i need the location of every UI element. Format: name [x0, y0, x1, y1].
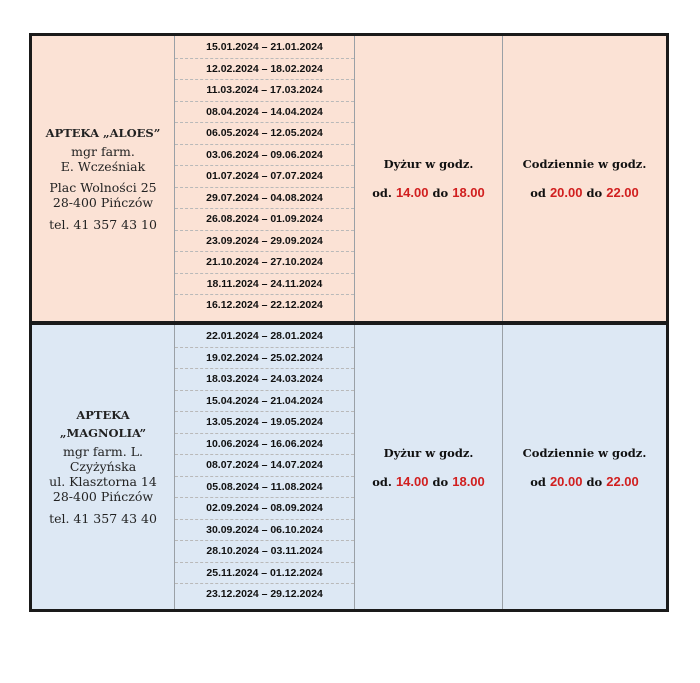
duty-date-range: 29.07.2024 – 04.08.2024: [175, 188, 354, 210]
daily-hours-range: [530, 185, 639, 200]
duty-date-range: 08.04.2024 – 14.04.2024: [175, 102, 354, 124]
pharmacy-info-cell: [32, 325, 175, 609]
daily-hours-cell: [503, 36, 666, 321]
duty-date-range: 03.06.2024 – 09.06.2024: [175, 145, 354, 167]
duty-date-range: 23.09.2024 – 29.09.2024: [175, 231, 354, 253]
duty-date-range: 18.11.2024 – 24.11.2024: [175, 274, 354, 296]
duty-date-range: 05.08.2024 – 11.08.2024: [175, 477, 354, 499]
duty-dates-cell: [175, 36, 355, 321]
duty-date-range: 28.10.2024 – 03.11.2024: [175, 541, 354, 563]
duty-date-range: 25.11.2024 – 01.12.2024: [175, 563, 354, 585]
duty-hours-title: Dyżur w godz.: [383, 445, 474, 460]
duty-hours-title: Dyżur w godz.: [383, 157, 474, 171]
duty-date-range: 23.12.2024 – 29.12.2024: [206, 588, 323, 600]
duty-hours-range: [372, 185, 485, 200]
duty-to-label: do: [432, 186, 449, 200]
duty-dates-cell: [175, 325, 355, 609]
duty-from-label: od.: [372, 186, 392, 200]
daily-to-time: 22.00: [606, 185, 639, 200]
duty-from-label: od.: [372, 474, 392, 489]
pharmacist-name: E. Wcześniak: [60, 158, 146, 174]
duty-date-range: 15.04.2024 – 21.04.2024: [175, 391, 354, 413]
pharmacy-info-cell: [32, 36, 175, 321]
pharmacy-block-magnolia: [32, 325, 666, 609]
duty-date-range: 15.01.2024 – 21.01.2024: [175, 37, 354, 59]
daily-hours-range: [530, 474, 639, 489]
pharmacist-name: mgr farm. L.: [63, 444, 143, 459]
daily-hours-cell: [503, 325, 666, 609]
duty-to-time: 18.00: [452, 185, 485, 200]
pharmacy-address: ul. Klasztorna 14: [49, 474, 157, 489]
duty-date-range: 08.07.2024 – 14.07.2024: [175, 455, 354, 477]
duty-date-range: 16.12.2024 – 22.12.2024: [206, 299, 323, 311]
pharmacy-phone: tel. 41 357 43 10: [49, 216, 157, 232]
daily-hours-title: Codziennie w godz.: [522, 445, 647, 460]
duty-from-time: 14.00: [395, 473, 429, 489]
pharmacy-block-aloes: [32, 36, 666, 321]
daily-to-time: 22.00: [606, 473, 639, 489]
pharmacist-name: Czyżyńska: [69, 459, 137, 474]
duty-to-time: 18.00: [452, 473, 485, 489]
pharmacy-address: Plac Wolności 25: [49, 179, 157, 195]
duty-date-range: 01.07.2024 – 07.07.2024: [175, 166, 354, 188]
duty-date-range: 13.05.2024 – 19.05.2024: [175, 412, 354, 434]
duty-hours-cell: [355, 325, 503, 609]
pharmacy-duty-table: [29, 33, 669, 612]
duty-date-range: 26.08.2024 – 01.09.2024: [175, 209, 354, 231]
pharmacy-name: „MAGNOLIA”: [59, 426, 147, 440]
daily-from-time: 20.00: [549, 473, 583, 489]
pharmacist-name: mgr farm.: [71, 143, 135, 159]
duty-date-range: 10.06.2024 – 16.06.2024: [175, 434, 354, 456]
pharmacy-phone: tel. 41 357 43 40: [49, 511, 157, 526]
daily-to-label: do: [586, 474, 603, 489]
pharmacy-name: APTEKA: [76, 408, 130, 422]
duty-date-range: 30.09.2024 – 06.10.2024: [175, 520, 354, 542]
duty-hours-cell: [355, 36, 503, 321]
duty-date-range: 18.03.2024 – 24.03.2024: [175, 369, 354, 391]
daily-from-label: od: [530, 186, 546, 200]
daily-from-label: od: [530, 474, 546, 489]
pharmacy-address: 28-400 Pińczów: [52, 194, 154, 210]
duty-date-range: 06.05.2024 – 12.05.2024: [175, 123, 354, 145]
duty-date-range: 22.01.2024 – 28.01.2024: [175, 326, 354, 348]
daily-from-time: 20.00: [549, 185, 583, 200]
pharmacy-address: 28-400 Pińczów: [52, 489, 154, 504]
daily-hours-title: Codziennie w godz.: [522, 157, 647, 171]
duty-date-range: 02.09.2024 – 08.09.2024: [175, 498, 354, 520]
duty-date-range: 21.10.2024 – 27.10.2024: [175, 252, 354, 274]
daily-to-label: do: [586, 186, 603, 200]
duty-date-range: 19.02.2024 – 25.02.2024: [175, 348, 354, 370]
duty-hours-range: [372, 474, 485, 489]
duty-date-range: 12.02.2024 – 18.02.2024: [175, 59, 354, 81]
pharmacy-name: APTEKA „ALOES”: [45, 125, 161, 140]
duty-to-label: do: [432, 474, 449, 489]
duty-date-range: 11.03.2024 – 17.03.2024: [175, 80, 354, 102]
duty-from-time: 14.00: [395, 185, 429, 200]
